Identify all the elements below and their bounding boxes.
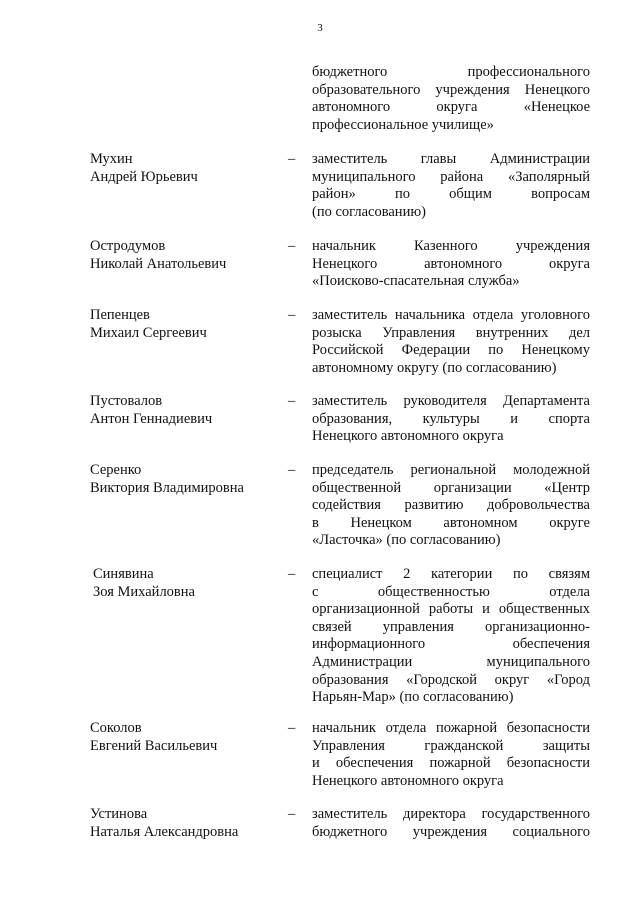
member-position: [312, 806, 590, 841]
text-line: Администрации муниципального: [312, 653, 590, 670]
text-line: профессиональное училище»: [312, 116, 494, 133]
member-name: [93, 566, 195, 601]
continued-position-text: [312, 64, 590, 134]
text-line: Ненецкого автономного округа: [312, 772, 504, 789]
member-name: [90, 393, 212, 428]
text-line: бюджетного профессионального: [312, 64, 590, 80]
text-line: связей управления организационно-: [312, 618, 590, 635]
text-line: автономного округа «Ненецкое: [312, 99, 590, 116]
text-line: заместитель директора государственного: [312, 806, 590, 822]
member-given-names: Виктория Владимировна: [90, 479, 244, 496]
text-line: розыска Управления внутренних дел: [312, 324, 590, 341]
member-name: [90, 720, 217, 755]
member-surname: Пепенцев: [90, 307, 150, 323]
text-line: район» по общим вопросам: [312, 186, 590, 203]
text-line: образовательного учреждения Ненецкого: [312, 81, 590, 98]
dash-separator: –: [288, 238, 296, 254]
text-line: образования «Городской округ «Город: [312, 671, 590, 688]
text-line: и обеспечения пожарной безопасности: [312, 755, 590, 772]
member-surname: Устинова: [90, 806, 148, 822]
member-position: [312, 462, 590, 550]
dash-separator: –: [288, 151, 296, 167]
dash-separator: –: [288, 720, 296, 736]
text-line: автономному округу (по согласованию): [312, 359, 557, 376]
text-line: информационного обеспечения: [312, 636, 590, 653]
text-line: бюджетного учреждения социального: [312, 823, 590, 840]
member-given-names: Антон Геннадиевич: [90, 410, 213, 427]
member-given-names: Михаил Сергеевич: [90, 324, 207, 341]
member-position: [312, 307, 590, 377]
member-surname: Синявина: [93, 566, 154, 582]
member-given-names: Наталья Александровна: [90, 823, 239, 840]
member-name: [90, 307, 207, 342]
text-line: Ненецкого автономного округа: [312, 428, 504, 445]
member-surname: Мухин: [90, 151, 133, 167]
member-position: [312, 720, 590, 790]
text-line: специалист 2 категории по связям: [312, 566, 590, 582]
dash-separator: –: [288, 806, 296, 822]
text-line: заместитель начальника отдела уголовного: [312, 307, 590, 323]
text-line: Нарьян-Мар» (по согласованию): [312, 689, 514, 706]
text-line: Управления гражданской защиты: [312, 737, 590, 754]
member-given-names: Андрей Юрьевич: [90, 168, 198, 185]
member-surname: Соколов: [90, 720, 142, 736]
text-line: муниципального района «Заполярный: [312, 168, 590, 185]
dash-separator: –: [288, 393, 296, 409]
text-line: образования, культуры и спорта: [312, 410, 590, 427]
text-line: (по согласованию): [312, 203, 426, 220]
text-line: организационной работы и общественных: [312, 601, 590, 618]
member-surname: Серенко: [90, 462, 142, 478]
member-position: [312, 566, 590, 707]
text-line: начальник Казенного учреждения: [312, 238, 590, 254]
dash-separator: –: [288, 307, 296, 323]
member-name: [90, 151, 198, 186]
text-line: заместитель руководителя Департамента: [312, 393, 590, 409]
member-name: [90, 238, 226, 273]
member-name: [90, 462, 244, 497]
member-given-names: Зоя Михайловна: [93, 583, 195, 600]
text-line: председатель региональной молодежной: [312, 462, 590, 478]
text-line: содействия развитию добровольчества: [312, 497, 590, 514]
page-number: 3: [317, 22, 323, 34]
text-line: «Поисково-спасательная служба»: [312, 273, 520, 290]
text-line: общественной организации «Центр: [312, 479, 590, 496]
text-line: заместитель главы Администрации: [312, 151, 590, 167]
dash-separator: –: [288, 566, 296, 582]
member-given-names: Евгений Васильевич: [90, 737, 218, 754]
member-name: [90, 806, 238, 841]
member-surname: Пустовалов: [90, 393, 163, 409]
member-given-names: Николай Анатольевич: [90, 255, 227, 272]
member-surname: Остродумов: [90, 238, 166, 254]
text-line: с общественностью отдела: [312, 583, 590, 600]
text-line: в Ненецком автономном округе: [312, 514, 590, 531]
member-position: [312, 151, 590, 221]
dash-separator: –: [288, 462, 296, 478]
text-line: Российской Федерации по Ненецкому: [312, 342, 590, 359]
member-position: [312, 393, 590, 446]
text-line: начальник отдела пожарной безопасности: [312, 720, 590, 736]
text-line: «Ласточка» (по согласованию): [312, 532, 501, 549]
member-position: [312, 238, 590, 291]
text-line: Ненецкого автономного округа: [312, 255, 590, 272]
